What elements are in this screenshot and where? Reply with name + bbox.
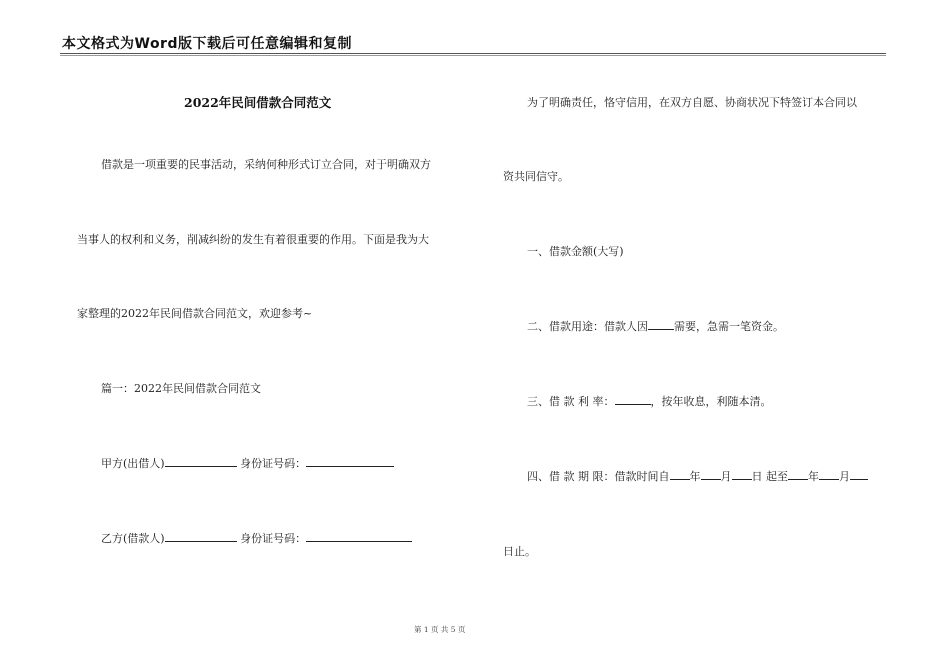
- clause-purpose-prefix: 二、借款用途：借款人因: [527, 320, 648, 333]
- party-a-label: 甲方(出借人): [101, 457, 165, 470]
- start-day-blank: [732, 469, 752, 480]
- party-b-id-label: 身份证号码：: [240, 532, 307, 545]
- end-month-blank: [819, 469, 839, 480]
- start-year-blank: [670, 469, 690, 480]
- party-b-label: 乙方(借款人): [101, 532, 165, 545]
- end-year-label: 年: [808, 470, 819, 483]
- party-b-name-blank: [165, 531, 237, 542]
- preamble-line-2: 资共同信守。: [503, 170, 569, 183]
- header-banner: 本文格式为Word版下载后可任意编辑和复制: [62, 36, 352, 52]
- party-b-id-blank: [306, 531, 412, 542]
- end-year-blank: [788, 469, 808, 480]
- party-a-name-blank: [165, 456, 237, 467]
- intro-line-1: 借款是一项重要的民事活动，采纳何种形式订立合同，对于明确双方: [101, 158, 431, 171]
- start-month-label: 月: [720, 470, 732, 483]
- header-divider-secondary: [60, 55, 886, 56]
- clause-term-line-2: 日止。: [503, 545, 536, 558]
- party-a-id-label: 身份证号码：: [240, 457, 307, 470]
- party-b-row: [101, 530, 412, 546]
- intro-line-2: 当事人的权利和义务，削减纠纷的发生有着很重要的作用。下面是我为大: [77, 233, 429, 246]
- start-month-blank: [701, 469, 721, 480]
- clause-interest-suffix: ，按年收息，利随本清。: [650, 395, 772, 408]
- page-indicator: 第 1 页 共 5 页: [414, 625, 466, 634]
- clause-interest: [527, 393, 772, 409]
- interest-rate-blank: [615, 394, 651, 405]
- header-divider: [60, 53, 886, 54]
- clause-purpose-suffix: 需要，急需一笔资金。: [674, 320, 784, 333]
- party-a-id-blank: [306, 456, 394, 467]
- clause-term: [527, 468, 868, 484]
- end-day-blank: [850, 469, 868, 480]
- preamble-line-1: 为了明确责任，恪守信用，在双方自愿、协商状况下特签订本合同以: [527, 96, 857, 109]
- start-day-to-label: 日 起至: [751, 470, 788, 483]
- clause-term-prefix: 四、借 款 期 限：借款时间自: [527, 470, 670, 483]
- clause-amount: 一、借款金额(大写): [527, 245, 624, 258]
- clause-purpose: [527, 318, 784, 334]
- start-year-label: 年: [689, 470, 701, 483]
- purpose-blank: [648, 319, 674, 330]
- end-month-label: 月: [839, 470, 850, 483]
- party-a-row: [101, 455, 394, 471]
- intro-line-3: 家整理的2022年民间借款合同范文，欢迎参考~: [77, 307, 313, 320]
- section-heading: 篇一：2022年民间借款合同范文: [101, 382, 261, 395]
- document-title: 2022年民间借款合同范文: [184, 95, 332, 110]
- clause-interest-prefix: 三、借 款 利 率：: [527, 395, 615, 408]
